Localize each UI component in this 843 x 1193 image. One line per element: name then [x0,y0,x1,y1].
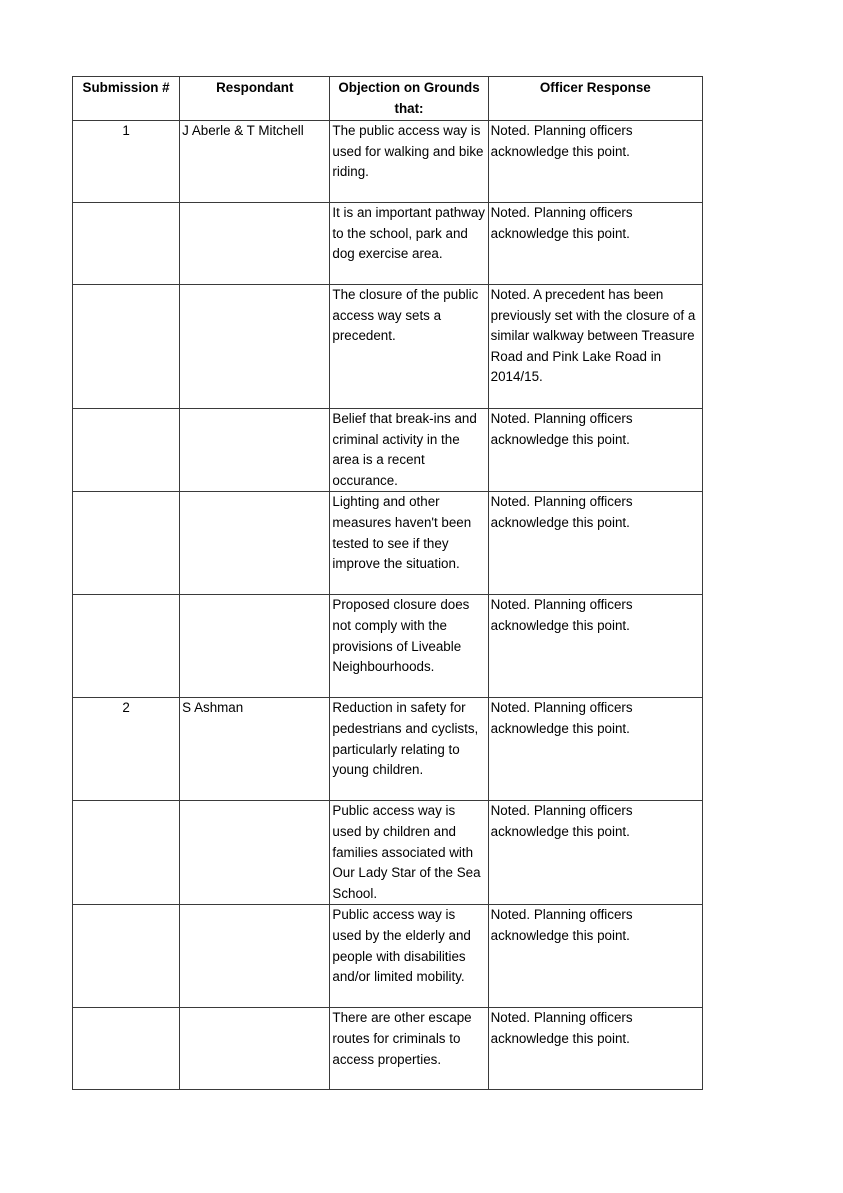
officer-response-cell: Noted. Planning officers acknowledge this point. [488,698,702,801]
submission-number-cell [73,801,180,905]
officer-response-cell: Noted. Planning officers acknowledge this point. [488,409,702,492]
objection-cell: There are other escape routes for criminals to access properties. [330,1008,488,1090]
header-respondant: Respondant [180,77,330,121]
objection-cell: Lighting and other measures haven't been tested to see if they improve the situation. [330,492,488,595]
table-row [73,905,703,1008]
submission-number-cell [73,492,180,595]
objection-cell: Belief that break-ins and criminal activity in the area is a recent occurance. [330,409,488,492]
submission-number-cell [73,905,180,1008]
respondant-cell: S Ashman [180,698,330,801]
objection-cell: The public access way is used for walking and bike riding. [330,121,488,203]
submission-number-cell [73,1008,180,1090]
submission-number-cell [73,409,180,492]
officer-response-cell: Noted. Planning officers acknowledge this point. [488,801,702,905]
respondant-cell [180,409,330,492]
table-row [73,801,703,905]
officer-response-cell: Noted. A precedent has been previously set with the closure of a similar walkway between Treasure Road and Pink Lake Road in 2014/15. [488,285,702,409]
respondant-cell [180,1008,330,1090]
respondant-cell [180,285,330,409]
header-submission: Submission # [73,77,180,121]
submission-number-cell: 2 [73,698,180,801]
submission-number-cell [73,595,180,698]
table-row [73,698,703,801]
submission-number-cell [73,285,180,409]
objection-cell: Proposed closure does not comply with the provisions of Liveable Neighbourhoods. [330,595,488,698]
respondant-cell [180,595,330,698]
officer-response-cell: Noted. Planning officers acknowledge this point. [488,1008,702,1090]
officer-response-cell: Noted. Planning officers acknowledge this point. [488,203,702,285]
officer-response-cell: Noted. Planning officers acknowledge this point. [488,905,702,1008]
officer-response-cell: Noted. Planning officers acknowledge this point. [488,121,702,203]
objection-cell: Reduction in safety for pedestrians and cyclists, particularly relating to young children. [330,698,488,801]
respondant-cell [180,492,330,595]
table-row [73,285,703,409]
officer-response-cell: Noted. Planning officers acknowledge this point. [488,595,702,698]
objection-cell: The closure of the public access way sets a precedent. [330,285,488,409]
respondant-cell [180,203,330,285]
submissions-table [72,76,703,1090]
table-row [73,203,703,285]
table-row [73,1008,703,1090]
header-objection: Objection on Grounds that: [330,77,488,121]
submission-number-cell [73,203,180,285]
table-row [73,121,703,203]
table-row [73,492,703,595]
objection-cell: Public access way is used by children and families associated with Our Lady Star of the Sea School. [330,801,488,905]
header-officer-response: Officer Response [488,77,702,121]
officer-response-cell: Noted. Planning officers acknowledge this point. [488,492,702,595]
respondant-cell [180,801,330,905]
header-row [73,77,703,121]
respondant-cell: J Aberle & T Mitchell [180,121,330,203]
table-row [73,409,703,492]
table-header [73,77,703,121]
objection-cell: Public access way is used by the elderly and people with disabilities and/or limited mobility. [330,905,488,1008]
respondant-cell [180,905,330,1008]
table-body [73,121,703,1090]
table-row [73,595,703,698]
submission-number-cell: 1 [73,121,180,203]
objection-cell: It is an important pathway to the school, park and dog exercise area. [330,203,488,285]
